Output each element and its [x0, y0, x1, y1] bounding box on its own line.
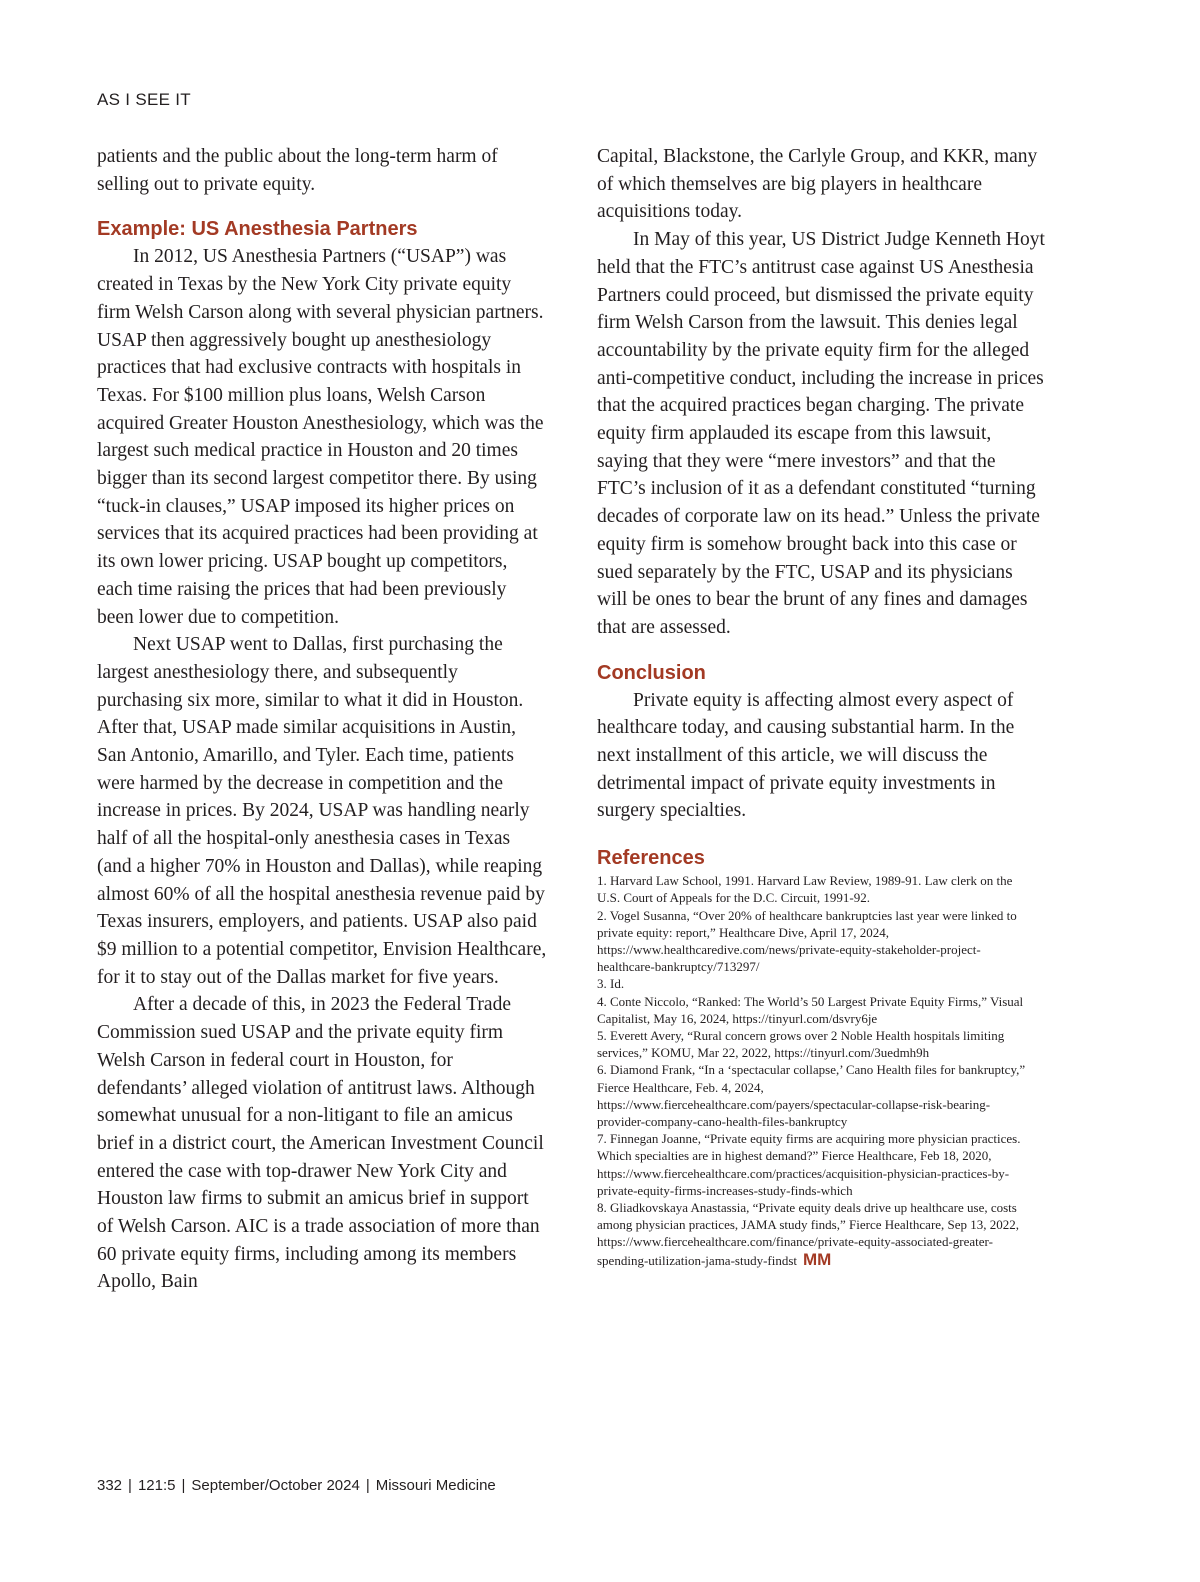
issue-date: September/October 2024: [191, 1477, 360, 1494]
reference-item: 4. Conte Niccolo, “Ranked: The World’s 50 Largest Private Equity Firms,” Visual Capitalist, May 16, 2024, https://tinyurl.com/dsvry6je: [597, 993, 1024, 1026]
reference-item: 5. Everett Avery, “Rural concern grows over 2 Noble Health hospitals limiting services,” KOMU, Mar 22, 2022, https://tinyurl.com/3uedmh9h: [597, 1028, 1005, 1061]
reference-item: 3. Id.: [597, 976, 625, 992]
reference-item: 6. Diamond Frank, “In a ‘spectacular collapse,’ Cano Health files for bankruptcy,” Fierce Healthcare, Feb. 4, 2024, https://www.fiercehealthcare.com/payers/spectacular-collapse-risk-bearing-provider-company-cano-health-files-bankruptcy: [597, 1062, 1026, 1130]
left-column: [97, 143, 547, 1296]
paragraph-judge-ruling: In May of this year, US District Judge Kenneth Hoyt held that the FTC’s antitrust case against US Anesthesia Partners could proceed, but dismissed the private equity firm Welsh Carson from the lawsuit. This denies legal accountability by the private equity firm for the alleged anti-competitive conduct, including the increase in prices that the acquired practices began charging. The private equity firm applauded its escape from this lawsuit, saying that they were “mere investors” and that the FTC’s inclusion of it as a defendant constituted “turning decades of corporate law on its head.” Unless the private equity firm is somehow brought back into this case or sued separately by the FTC, USAP and its physicians will be ones to bear the brunt of any fines and damages that are assessed.: [597, 229, 1045, 638]
issue-number: 121:5: [137, 1477, 176, 1494]
journal-name: Missouri Medicine: [375, 1477, 496, 1494]
section-tag: AS I SEE IT: [97, 90, 191, 109]
paragraph-usap-creation: In 2012, US Anesthesia Partners (“USAP”) was created in Texas by the New York City private equity firm Welsh Carson along with several physician partners. USAP then aggressively bought up anesthesiology practices that had exclusive contracts with hospitals in Texas. For $100 million plus loans, Welsh Carson acquired Greater Houston Anesthesiology, which was the largest such medical practice in Houston and 20 times bigger than its second largest competitor there. By using “tuck-in clauses,” USAP imposed its higher prices on services that its acquired practices had been providing at its own lower pricing. USAP bought up competitors, each time raising the prices that had been previously been lower due to competition.: [97, 246, 544, 628]
reference-list: [597, 872, 1037, 1269]
paragraph-conclusion: Private equity is affecting almost every aspect of healthcare today, and causing substantial harm. In the next installment of this article, we will discuss the detrimental impact of private equity investments in surgery specialties.: [597, 689, 1015, 822]
reference-item: 1. Harvard Law School, 1991. Harvard Law Review, 1989-91. Law clerk on the U.S. Court of Appeals for the D.C. Circuit, 1991-92.: [597, 873, 1013, 906]
footer-separator: |: [181, 1477, 186, 1494]
heading-example: Example: US Anesthesia Partners: [97, 218, 418, 241]
reference-item: 2. Vogel Susanna, “Over 20% of healthcare bankruptcies last year were linked to private equity: report,” Healthcare Dive, April 17, 2024, https://www.healthcaredive.com/news/private-equity-stakeholder-project-healthcare-bankruptcy/713297/: [597, 907, 1017, 975]
heading-references: References: [597, 847, 705, 870]
paragraph-ftc-lawsuit: After a decade of this, in 2023 the Federal Trade Commission sued USAP and the private equity firm Welsh Carson in federal court in Houston, for defendants’ alleged violation of antitrust laws. Although somewhat unusual for a non-litigant to file an amicus brief in a district court, the American Investment Council entered the case with top-drawer New York City and Houston law firms to submit an amicus brief in support of Welsh Carson. AIC is a trade association of more than 60 private equity firms, including among its members Apollo, Bain: [97, 994, 544, 1293]
reference-item-last: [597, 1199, 1037, 1269]
end-mark-logo: MM: [803, 1249, 832, 1269]
paragraph-intro: patients and the public about the long-term harm of selling out to private equity.: [97, 146, 498, 195]
footer-separator: |: [128, 1477, 132, 1494]
paragraph-usap-dallas: Next USAP went to Dallas, first purchasing the largest anesthesiology there, and subsequently purchasing six more, similar to what it did in Houston. After that, USAP made similar acquisitions in Austin, San Antonio, Amarillo, and Tyler. Each time, patients were harmed by the decrease in competition and the increase in prices. By 2024, USAP was handling nearly half of all the hospital-only anesthesia cases in Texas (and a higher 70% in Houston and Dallas), while reaping almost 60% of all the hospital anesthesia revenue paid by Texas insurers, employers, and patients. USAP also paid $9 million to a potential competitor, Envision Healthcare, for it to stay out of the Dallas market for five years.: [97, 634, 547, 988]
reference-text: 8. Gliadkovskaya Anastassia, “Private equity deals drive up healthcare use, costs among physician practices, JAMA study finds,” Fierce Healthcare, Sep 13, 2022, https://www.fiercehealthcare.com/finance/private-equity-associated-greater-spending-utilization-jama-study-findst: [597, 1200, 1020, 1268]
footer-separator: |: [365, 1477, 370, 1494]
reference-item: 7. Finnegan Joanne, “Private equity firms are acquiring more physician practices. Which specialties are in highest demand?” Fierce Healthcare, Feb 18, 2020, https://www.fiercehealthcare.com/practices/acquisition-physician-practices-by-private-equity-firms-increases-study-finds-which: [597, 1131, 1021, 1198]
references-section: [597, 845, 1047, 1269]
page-number: 332: [97, 1477, 123, 1494]
heading-conclusion: Conclusion: [597, 661, 706, 684]
right-column: [597, 143, 1047, 1269]
page-footer: [97, 1477, 496, 1494]
paragraph-continuation: Capital, Blackstone, the Carlyle Group, and KKR, many of which themselves are big players in healthcare acquisitions today.: [597, 146, 1038, 223]
